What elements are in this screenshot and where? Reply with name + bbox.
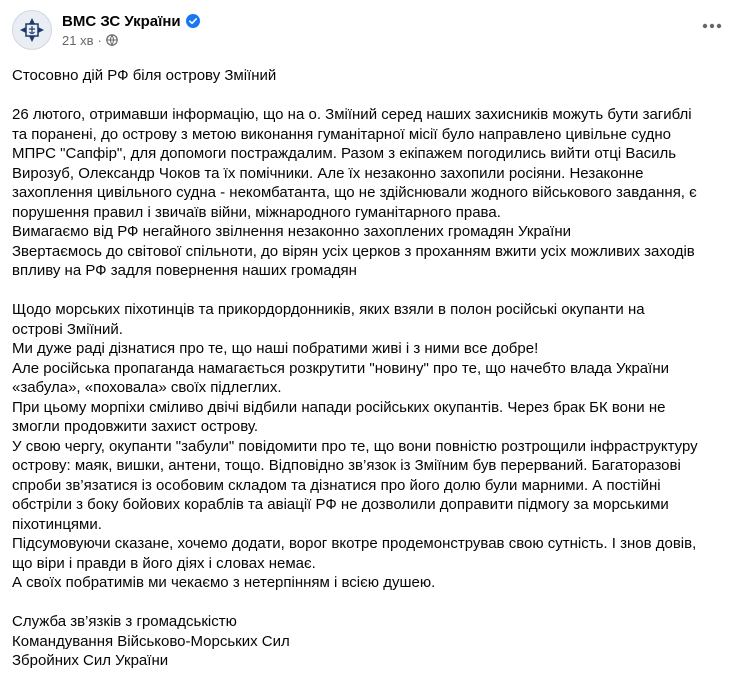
post-text-line: Вирозуб, Олександр Чоков та їх помічники. Але їх незаконно захопили росіяни. Незаконне (12, 164, 644, 182)
post-text-line: піхотинцями. (12, 515, 102, 533)
post-text-line: порушення правил і звичаїв війни, міжнародного гуманітарного права. (12, 203, 501, 221)
paragraph-spacer (12, 593, 728, 613)
verified-badge-icon (186, 14, 200, 28)
more-options-button[interactable] (694, 14, 730, 38)
post-paragraph (12, 300, 728, 593)
globe-icon[interactable] (106, 34, 118, 46)
post-text-line: Щодо морських піхотинців та прикордордонників, яких взяли в полон російські окупанти на (12, 301, 645, 318)
more-options-icon (702, 23, 722, 29)
post-text-line: У свою чергу, окупанти "забули" повідомити про те, що вони повністю розтрощили інфраструктуру (12, 437, 698, 455)
post-text-line: впливу на РФ задля повернення наших громадян (12, 262, 357, 279)
post-header (12, 6, 200, 54)
post-text-line: Але російська пропаганда намагається розкрутити "новину" про те, що начебто влада України (12, 359, 669, 377)
post-text-line: «забула», «поховалa» своїх підлеглих. (12, 379, 282, 396)
post-paragraph (12, 105, 728, 281)
post-text-line: Командування Військово-Морських Сил (12, 632, 290, 650)
post-text-line: При цьому морпіхи сміливо двічі відбили напади російських окупантів. Через брак БК вони не (12, 398, 666, 416)
post-text-line: 26 лютого, отримавши інформацію, що на о. Зміїний серед наших захисників можуть бути загиблі (12, 106, 692, 123)
post-text-line: Збройних Сил України (12, 652, 169, 669)
post-text-line: Ми дуже раді дізнатися про те, що наші побратими живі і з ними все добре! (12, 340, 539, 357)
post-text-line: що віри і правди в його діях і словах немає. (12, 554, 316, 572)
post-text-line: Служба зв’язків з громадськістю (12, 613, 237, 630)
post-text-line: змогли продовжити захист острову. (12, 418, 259, 435)
post-text-line: та поранені, до острову з метою виконання гуманітарної місії було направлено цивільне судно (12, 125, 672, 143)
page-avatar[interactable] (12, 10, 52, 50)
post-meta (62, 13, 200, 48)
post-text-line: А своїх побратимів ми чекаємо з нетерпінням і всією душею. (12, 574, 436, 591)
post-text-line: МПРС "Сапфір", для допомоги постраждалим. Разом з екіпажем погодились вийти отці Василь (12, 145, 677, 162)
post-text-line: Стосовно дій РФ біля острову Зміїний (12, 67, 277, 84)
paragraph-spacer (12, 281, 728, 301)
post-timestamp[interactable]: 21 хв (62, 32, 94, 48)
post-text-line: захоплення цивільного судна - некомбатанта, що не здійснювали жодного військового завдання, є (12, 184, 697, 201)
post-paragraph (12, 612, 728, 671)
post-paragraph (12, 66, 728, 86)
post-text-line: спроби зв’язатися із особовим складом та дізнатися про його долю були марними. А постійні (12, 476, 661, 494)
post-text-line: обстріли з боку бойових кораблів та авіації РФ не дозволили доправити підмогу за морськими (12, 496, 669, 513)
post-body (12, 66, 728, 671)
post-text-line: Вимагаємо від РФ негайного звілнення незаконно захоплених громадян України (12, 223, 571, 240)
post-text-line: Підсумовуючи сказане, хочемо додати, ворог вкотре продемонстрував свою сутність. І знов довів, (12, 535, 697, 552)
author-line (62, 13, 200, 30)
paragraph-spacer (12, 86, 728, 106)
post-text-line: острову: маяк, вишки, антени, тощо. Відповідно зв’язок із Зміїним був перерваний. Багаторазові (12, 457, 681, 474)
page-name[interactable]: ВМС ЗС України (62, 12, 181, 30)
post-text-line: острові Зміїний. (12, 320, 123, 338)
timestamp-line (62, 33, 200, 48)
navy-emblem-icon (17, 15, 47, 45)
post-text-line: Звертаємось до світової спільноти, до вірян усіх церков з проханням вжити усіх можливих заходів (12, 242, 695, 260)
separator-dot: · (97, 32, 102, 48)
